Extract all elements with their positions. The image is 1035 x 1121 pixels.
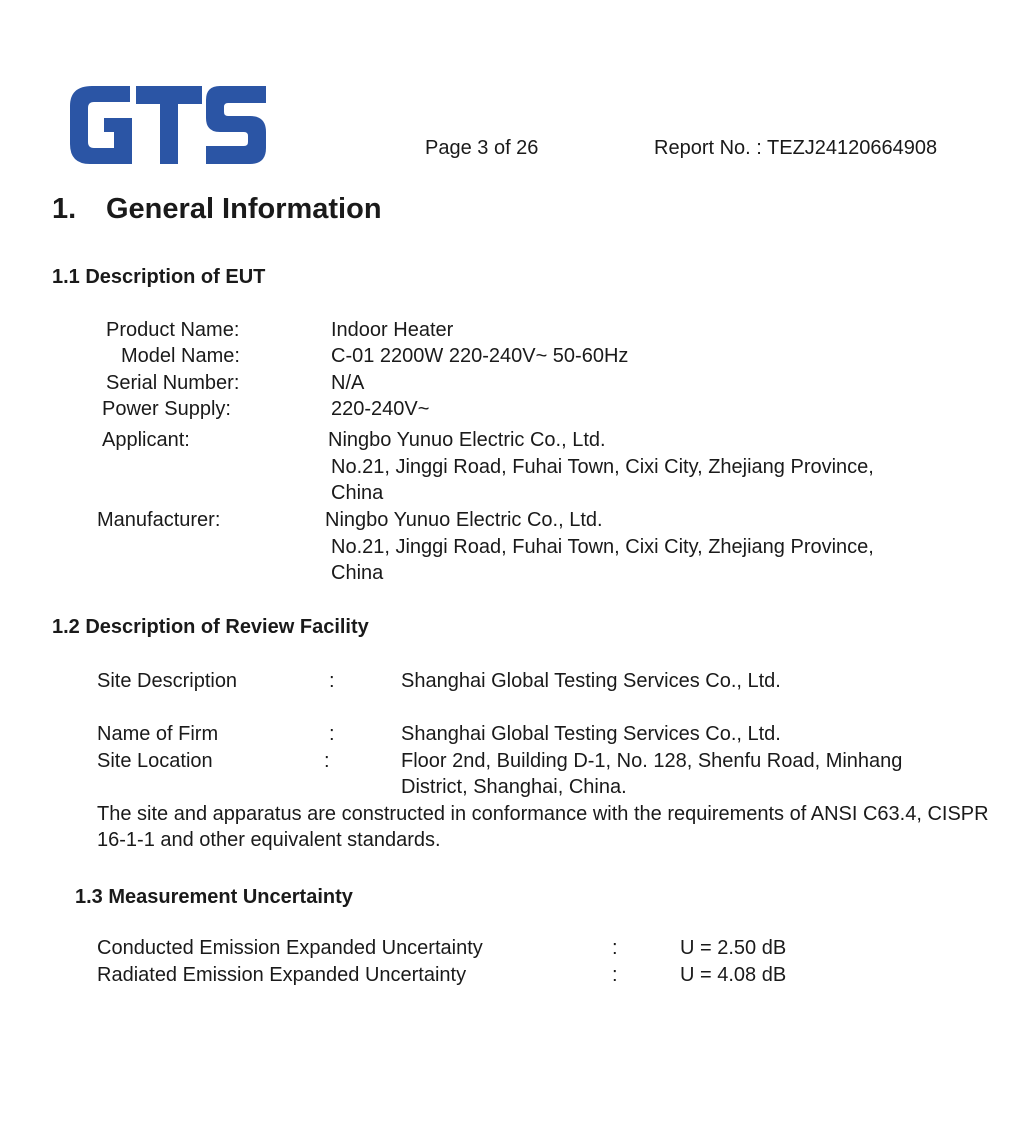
applicant-address-line2: China	[331, 482, 384, 504]
manufacturer-label: Manufacturer:	[97, 509, 221, 531]
serial-number-label: Serial Number:	[106, 372, 240, 394]
power-supply-label: Power Supply:	[102, 398, 231, 420]
section-number: 1.	[52, 193, 77, 225]
model-name-value: C-01 2200W 220-240V~ 50-60Hz	[331, 345, 629, 367]
manufacturer-name: Ningbo Yunuo Electric Co., Ltd.	[325, 509, 603, 531]
colon-separator: :	[612, 964, 618, 986]
gts-logo	[70, 86, 266, 164]
applicant-name: Ningbo Yunuo Electric Co., Ltd.	[328, 429, 606, 451]
colon-separator: :	[612, 937, 618, 959]
applicant-label: Applicant:	[102, 429, 190, 451]
logo-letter-s	[206, 86, 266, 164]
conformance-statement: The site and apparatus are constructed in conformance with the requirements of ANSI C63.4, CISPR 16-1-1 and other equivalent standards.	[97, 803, 989, 851]
power-supply-value: 220-240V~	[331, 398, 430, 420]
name-of-firm-value: Shanghai Global Testing Services Co., Ltd.	[401, 723, 781, 745]
logo-letter-g	[70, 86, 132, 164]
conducted-emission-value: U = 2.50 dB	[680, 937, 787, 959]
product-name-value: Indoor Heater	[331, 319, 454, 341]
subsection-title-uncertainty: 1.3 Measurement Uncertainty	[75, 886, 353, 908]
serial-number-value: N/A	[331, 372, 365, 394]
site-location-line2: District, Shanghai, China.	[401, 776, 627, 798]
applicant-address-line1: No.21, Jinggi Road, Fuhai Town, Cixi City, Zhejiang Province,	[331, 456, 874, 478]
site-location-line1: Floor 2nd, Building D-1, No. 128, Shenfu Road, Minhang	[401, 750, 903, 772]
colon-separator: :	[329, 723, 335, 745]
site-description-label: Site Description	[97, 670, 238, 692]
colon-separator: :	[329, 670, 335, 692]
section-title: General Information	[106, 193, 382, 225]
radiated-emission-label: Radiated Emission Expanded Uncertainty	[97, 964, 467, 986]
report-number: Report No. : TEZJ24120664908	[654, 137, 938, 159]
subsection-title-eut: 1.1 Description of EUT	[52, 266, 266, 288]
radiated-emission-value: U = 4.08 dB	[680, 964, 787, 986]
name-of-firm-label: Name of Firm	[97, 723, 219, 745]
manufacturer-address-line2: China	[331, 562, 384, 584]
site-location-label: Site Location	[97, 750, 213, 772]
site-description-value: Shanghai Global Testing Services Co., Ltd.	[401, 670, 781, 692]
conducted-emission-label: Conducted Emission Expanded Uncertainty	[97, 937, 483, 959]
model-name-label: Model Name:	[121, 345, 240, 367]
manufacturer-address-line1: No.21, Jinggi Road, Fuhai Town, Cixi City, Zhejiang Province,	[331, 536, 874, 558]
subsection-title-facility: 1.2 Description of Review Facility	[52, 616, 369, 638]
colon-separator: :	[324, 750, 330, 772]
product-name-label: Product Name:	[106, 319, 240, 341]
page-number: Page 3 of 26	[425, 137, 539, 159]
logo-letter-t	[136, 86, 202, 164]
